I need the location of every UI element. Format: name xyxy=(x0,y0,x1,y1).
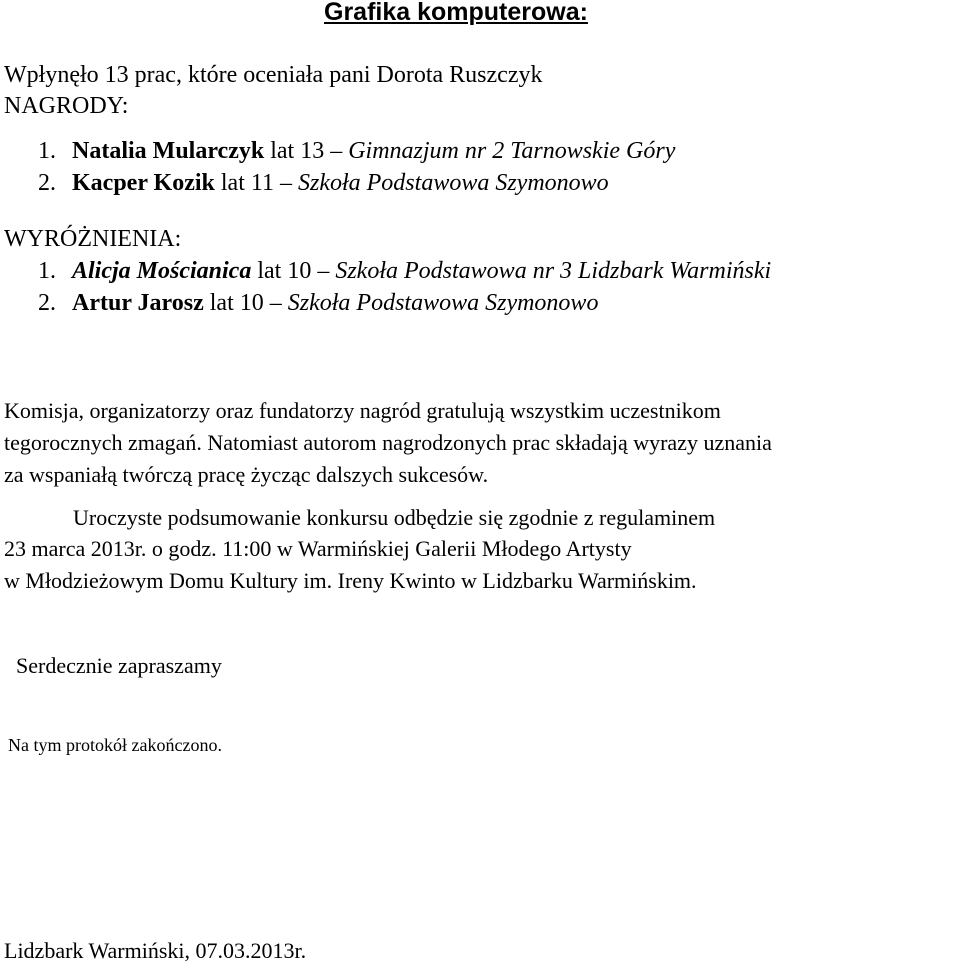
ceremony-line-2: 23 marca 2013r. o godz. 11:00 w Warmińskiej Galerii Młodego Artysty xyxy=(4,536,632,561)
congrats-line-1: Komisja, organizatorzy oraz fundatorzy nagród gratulują wszystkim uczestnikom xyxy=(4,398,721,423)
prizes-heading: NAGRODY: xyxy=(4,93,129,119)
entry-name: Alicja Mościanica xyxy=(72,258,252,284)
entry-school: Szkoła Podstawowa Szymonowo xyxy=(297,170,609,196)
prize-entry xyxy=(38,138,675,165)
intro-text: Wpłynęło 13 prac, które oceniała pani Dorota Ruszczyk xyxy=(4,62,543,88)
entry-number: 2. xyxy=(38,290,56,316)
entry-school: Szkoła Podstawowa nr 3 Lidzbark Warmiński xyxy=(335,258,772,284)
invitation-text: Serdecznie zapraszamy xyxy=(16,653,222,678)
entry-name: Artur Jarosz xyxy=(72,290,204,316)
entry-number: 1. xyxy=(38,138,56,164)
entry-number: 1. xyxy=(38,258,56,284)
entry-age: lat 10 – xyxy=(203,290,288,316)
section-title: Grafika komputerowa: xyxy=(324,0,588,26)
entry-number: 2. xyxy=(38,170,56,196)
entry-name: Kacper Kozik xyxy=(72,170,215,196)
entry-name: Natalia Mularczyk xyxy=(72,138,265,164)
entry-age: lat 10 – xyxy=(251,258,336,284)
congrats-line-3: za wspaniałą twórczą pracę życząc dalszych sukcesów. xyxy=(4,462,489,487)
honors-heading: WYRÓŻNIENIA: xyxy=(4,226,182,252)
entry-school: Szkoła Podstawowa Szymonowo xyxy=(287,290,599,316)
closing-note: Na tym protokół zakończono. xyxy=(8,735,222,755)
honor-entry xyxy=(38,290,598,317)
entry-age: lat 13 – xyxy=(264,138,349,164)
prize-entry xyxy=(38,170,609,197)
entry-school: Gimnazjum nr 2 Tarnowskie Góry xyxy=(348,138,676,164)
ceremony-line-1: Uroczyste podsumowanie konkursu odbędzie się zgodnie z regulaminem xyxy=(73,505,716,530)
place-and-date: Lidzbark Warmiński, 07.03.2013r. xyxy=(4,938,307,963)
entry-age: lat 11 – xyxy=(214,170,298,196)
honor-entry xyxy=(38,258,771,285)
ceremony-line-3: w Młodzieżowym Domu Kultury im. Ireny Kwinto w Lidzbarku Warmińskim. xyxy=(4,568,697,593)
congrats-line-2: tegorocznych zmagań. Natomiast autorom nagrodzonych prac składają wyrazy uznania xyxy=(4,430,772,455)
